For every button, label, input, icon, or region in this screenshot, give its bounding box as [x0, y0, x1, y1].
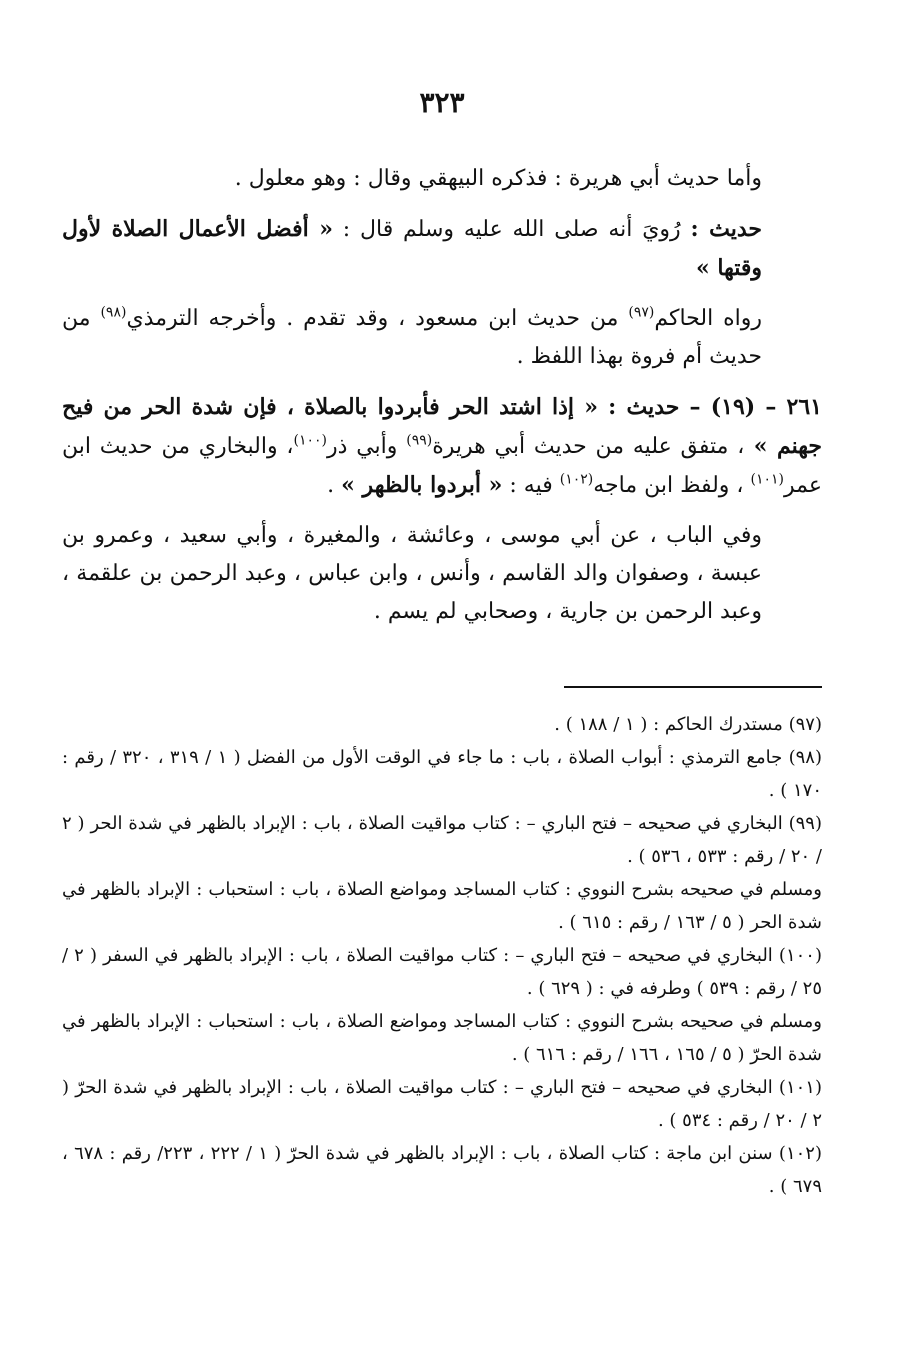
paragraph-text: رُويَ أنه صلى الله عليه وسلم قال : [332, 217, 691, 242]
text-part: رواه الحاكم [654, 306, 762, 331]
footnote-separator [564, 686, 822, 688]
hadith-quote: « إذا اشتد الحر فأبردوا بالصلاة ، فإن شدة الحر من فيح جهنم » [62, 394, 823, 459]
page [62, 0, 822, 1354]
text-part: وأبي ذر [327, 434, 407, 459]
footnote-100: (١٠٠) البخاري في صحيحه – فتح الباري – : كتاب مواقيت الصلاة ، باب : الإبراد بالظهر في السفر ( ٢ / ٢٥ / رقم : ٥٣٩ ) وطرفه في : ( ٦٢٩ ) . [62, 945, 822, 999]
footnotes [62, 708, 822, 1203]
footnote-102: (١٠٢) سنن ابن ماجة : كتاب الصلاة ، باب : الإبراد بالظهر في شدة الحرّ ( ١ / ٢٢٢ ، ٢٢٣/ رقم : ٦٧٨ ، ٦٧٩ ) . [62, 1143, 822, 1197]
footnote-ref[interactable]: (١٠٠) [293, 432, 327, 449]
text-part: ، والبخاري من حديث ابن عمر [62, 434, 822, 498]
footnote-ref[interactable]: (١٠١) [750, 471, 785, 488]
text-part: ، ولفظ ابن ماجه [593, 473, 751, 498]
text-part: . [327, 473, 342, 498]
hadith-label: ٢٦١ – (١٩) – حديث : [608, 394, 822, 420]
text-part: من حديث أم فروة بهذا اللفظ . [62, 306, 762, 369]
paragraph-hadith-261 [62, 388, 822, 505]
hadith-quote: « أفضل الأعمال الصلاة لأول وقتها » [62, 216, 762, 281]
main-text [62, 160, 822, 643]
paragraph-hakim-tirmidhi [62, 300, 822, 376]
page-number: ٣٢٣ [419, 86, 465, 119]
hadith-label: حديث : [690, 216, 762, 242]
footnote-97: (٩٧) مستدرك الحاكم : ( ١ / ١٨٨ ) . [554, 714, 822, 735]
footnote-ref[interactable]: (٩٨) [100, 304, 127, 321]
paragraph-text: وأما حديث أبي هريرة : فذكره البيهقي وقال : وهو معلول . [234, 166, 762, 191]
footnote-99-continuation: ومسلم في صحيحه بشرح النووي : كتاب المساجد ومواضع الصلاة ، باب : استحباب : الإبراد بالظهر في شدة الحر ( ٥ / ١٦٣ / رقم : ٦١٥ ) . [62, 879, 822, 933]
paragraph-in-the-chapter [62, 517, 822, 631]
paragraph-text: وفي الباب ، عن أبي موسى ، وعائشة ، والمغيرة ، وأبي سعيد ، وعمرو بن عبسة ، وصفوان والد القاسم ، وأنس ، وابن عباس ، وعبد الرحمن بن علقمة ، وعبد الرحمن بن جارية ، وصحابي لم يسم . [62, 523, 762, 624]
text-part: من حديث ابن مسعود ، وقد تقدم . وأخرجه الترمذي [126, 306, 629, 331]
footnote-101: (١٠١) البخاري في صحيحه – فتح الباري – : كتاب مواقيت الصلاة ، باب : الإبراد بالظهر في شدة الحرّ ( ٢ / ٢٠ / رقم : ٥٣٤ ) . [62, 1077, 822, 1131]
footnote-ref[interactable]: (٩٧) [628, 304, 655, 321]
text-part: فيه : [502, 473, 560, 498]
text-part: ، متفق عليه من حديث أبي هريرة [432, 434, 745, 459]
paragraph-hadith-best-deeds [62, 210, 822, 288]
footnote-98: (٩٨) جامع الترمذي : أبواب الصلاة ، باب : ما جاء في الوقت الأول من الفضل ( ١ / ٣١٩ ، ٣٢٠ / رقم : ١٧٠ ) . [62, 747, 822, 801]
footnote-100-continuation: ومسلم في صحيحه بشرح النووي : كتاب المساجد ومواضع الصلاة ، باب : استحباب : الإبراد بالظهر في شدة الحرّ ( ٥ / ١٦٥ ، ١٦٦ / رقم : ٦١٦ ) . [62, 1011, 822, 1065]
footnote-99: (٩٩) البخاري في صحيحه – فتح الباري – : كتاب مواقيت الصلاة ، باب : الإبراد بالظهر في شدة الحر ( ٢ / ٢٠ / رقم : ٥٣٣ ، ٥٣٦ ) . [62, 813, 822, 867]
paragraph-abu-hurayra [62, 160, 822, 198]
hadith-quote: « أبردوا بالظهر » [341, 472, 503, 498]
footnote-ref[interactable]: (٩٩) [406, 432, 433, 449]
footnote-ref[interactable]: (١٠٢) [559, 471, 594, 488]
